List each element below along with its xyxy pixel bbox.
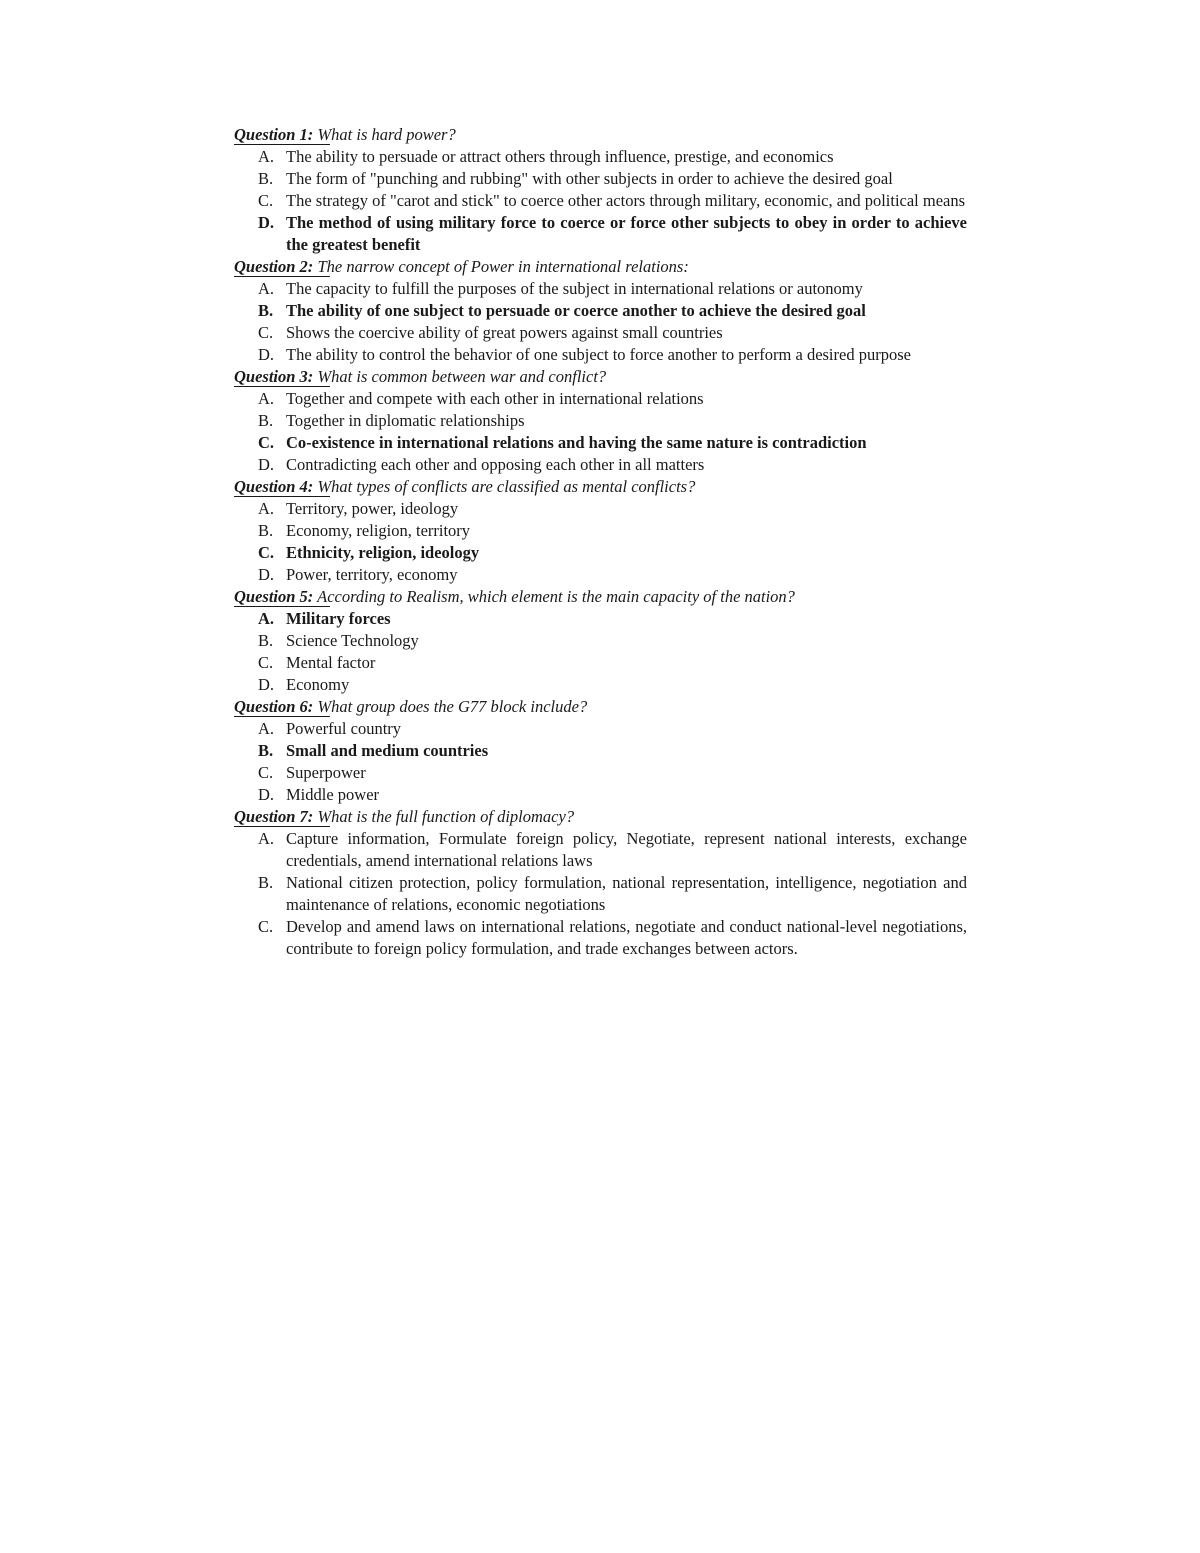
answer-option	[234, 652, 967, 674]
answer-option-correct	[234, 432, 967, 454]
option-letter: A.	[258, 279, 275, 298]
question-heading	[234, 124, 967, 146]
answer-option	[234, 630, 967, 652]
question-number: Question 1:	[234, 125, 314, 144]
answer-options	[234, 498, 967, 586]
answer-option	[234, 278, 967, 300]
answer-option-correct	[234, 300, 967, 322]
answer-options	[234, 388, 967, 476]
option-letter: A.	[258, 609, 275, 628]
option-text: Together and compete with each other in international relations	[286, 389, 704, 408]
question-number: Question 2:	[234, 257, 314, 276]
option-text: Co-existence in international relations and having the same nature is contradiction	[286, 433, 867, 452]
question-block	[234, 256, 967, 366]
option-text: Science Technology	[286, 631, 419, 650]
question-underline	[234, 496, 330, 497]
option-letter: B.	[258, 873, 274, 892]
option-text: Economy	[286, 675, 350, 694]
option-text: The ability to persuade or attract others through influence, prestige, and economics	[286, 147, 834, 166]
answer-option	[234, 388, 967, 410]
question-underline	[234, 144, 330, 145]
question-block	[234, 806, 967, 960]
option-letter: B.	[258, 169, 274, 188]
option-text: Mental factor	[286, 653, 376, 672]
answer-option	[234, 762, 967, 784]
question-number: Question 3:	[234, 367, 314, 386]
option-text: The strategy of "carot and stick" to coerce other actors through military, economic, and political means	[286, 191, 966, 210]
option-text: Power, territory, economy	[286, 565, 458, 584]
option-text: Military forces	[286, 609, 391, 628]
answer-option	[234, 344, 967, 366]
option-text: Develop and amend laws on international relations, negotiate and conduct national-level negotiations, contribute to foreign policy formulation, and trade exchanges between actors.	[286, 917, 967, 958]
question-text: What types of conflicts are classified as mental conflicts?	[313, 477, 696, 496]
question-text: What is the full function of diplomacy?	[313, 807, 575, 826]
option-text: Small and medium countries	[286, 741, 489, 760]
option-letter: B.	[258, 521, 274, 540]
answer-options	[234, 718, 967, 806]
answer-options	[234, 146, 967, 256]
question-block	[234, 586, 967, 696]
option-letter: D.	[258, 785, 275, 804]
option-letter: D.	[258, 565, 275, 584]
option-letter: A.	[258, 499, 275, 518]
answer-option	[234, 520, 967, 542]
option-text: The capacity to fulfill the purposes of the subject in international relations or autonomy	[286, 279, 863, 298]
question-text: What is common between war and conflict?	[313, 367, 607, 386]
question-heading	[234, 586, 967, 608]
question-underline	[234, 386, 330, 387]
answer-option	[234, 168, 967, 190]
option-letter: D.	[258, 345, 275, 364]
answer-option-correct	[234, 212, 967, 256]
answer-options	[234, 828, 967, 960]
answer-option	[234, 454, 967, 476]
question-underline	[234, 826, 330, 827]
option-text: Shows the coercive ability of great powers against small countries	[286, 323, 723, 342]
option-letter: C.	[258, 917, 274, 936]
answer-option-correct	[234, 608, 967, 630]
question-text: The narrow concept of Power in international relations:	[313, 257, 689, 276]
option-letter: A.	[258, 829, 275, 848]
option-letter: B.	[258, 411, 274, 430]
question-heading	[234, 696, 967, 718]
question-underline	[234, 716, 330, 717]
option-letter: B.	[258, 741, 274, 760]
answer-option	[234, 190, 967, 212]
option-letter: C.	[258, 653, 274, 672]
answer-option	[234, 828, 967, 872]
answer-option	[234, 916, 967, 960]
answer-options	[234, 608, 967, 696]
option-letter: C.	[258, 323, 274, 342]
option-text: Superpower	[286, 763, 366, 782]
answer-option-correct	[234, 542, 967, 564]
option-text: Territory, power, ideology	[286, 499, 459, 518]
option-letter: A.	[258, 147, 275, 166]
question-text: What is hard power?	[313, 125, 456, 144]
question-heading	[234, 256, 967, 278]
answer-option	[234, 674, 967, 696]
question-block	[234, 366, 967, 476]
option-letter: A.	[258, 389, 275, 408]
question-underline	[234, 276, 330, 277]
option-letter: C.	[258, 433, 275, 452]
option-text: The method of using military force to coerce or force other subjects to obey in order to achieve the greatest benefit	[286, 213, 967, 254]
answer-option	[234, 784, 967, 806]
option-text: Ethnicity, religion, ideology	[286, 543, 480, 562]
option-letter: D.	[258, 213, 275, 232]
answer-option	[234, 718, 967, 740]
option-text: The form of "punching and rubbing" with other subjects in order to achieve the desired goal	[286, 169, 893, 188]
answer-option-correct	[234, 740, 967, 762]
option-text: Middle power	[286, 785, 380, 804]
answer-option	[234, 498, 967, 520]
answer-option	[234, 410, 967, 432]
option-letter: B.	[258, 631, 274, 650]
option-text: National citizen protection, policy formulation, national representation, intelligence, negotiation and maintenance of relations, economic negotiations	[286, 873, 967, 914]
option-text: Economy, religion, territory	[286, 521, 471, 540]
question-text: What group does the G77 block include?	[313, 697, 588, 716]
option-letter: B.	[258, 301, 274, 320]
question-block	[234, 124, 967, 256]
question-underline	[234, 606, 330, 607]
question-text: According to Realism, which element is the main capacity of the nation?	[313, 587, 795, 606]
question-heading	[234, 476, 967, 498]
question-block	[234, 476, 967, 586]
question-number: Question 5:	[234, 587, 314, 606]
document-page	[234, 124, 967, 960]
option-text: The ability to control the behavior of one subject to force another to perform a desired purpose	[286, 345, 911, 364]
question-number: Question 4:	[234, 477, 314, 496]
answer-option	[234, 146, 967, 168]
answer-option	[234, 564, 967, 586]
option-text: Contradicting each other and opposing each other in all matters	[286, 455, 705, 474]
option-text: Together in diplomatic relationships	[286, 411, 525, 430]
question-number: Question 6:	[234, 697, 314, 716]
answer-option	[234, 872, 967, 916]
question-block	[234, 696, 967, 806]
option-text: The ability of one subject to persuade or coerce another to achieve the desired goal	[286, 301, 866, 320]
option-letter: D.	[258, 675, 275, 694]
question-heading	[234, 806, 967, 828]
option-text: Powerful country	[286, 719, 402, 738]
option-letter: C.	[258, 543, 275, 562]
option-text: Capture information, Formulate foreign policy, Negotiate, represent national interests, exchange credentials, amend international relations laws	[286, 829, 967, 870]
answer-option	[234, 322, 967, 344]
question-number: Question 7:	[234, 807, 314, 826]
option-letter: C.	[258, 191, 274, 210]
option-letter: C.	[258, 763, 274, 782]
option-letter: A.	[258, 719, 275, 738]
answer-options	[234, 278, 967, 366]
option-letter: D.	[258, 455, 275, 474]
question-heading	[234, 366, 967, 388]
